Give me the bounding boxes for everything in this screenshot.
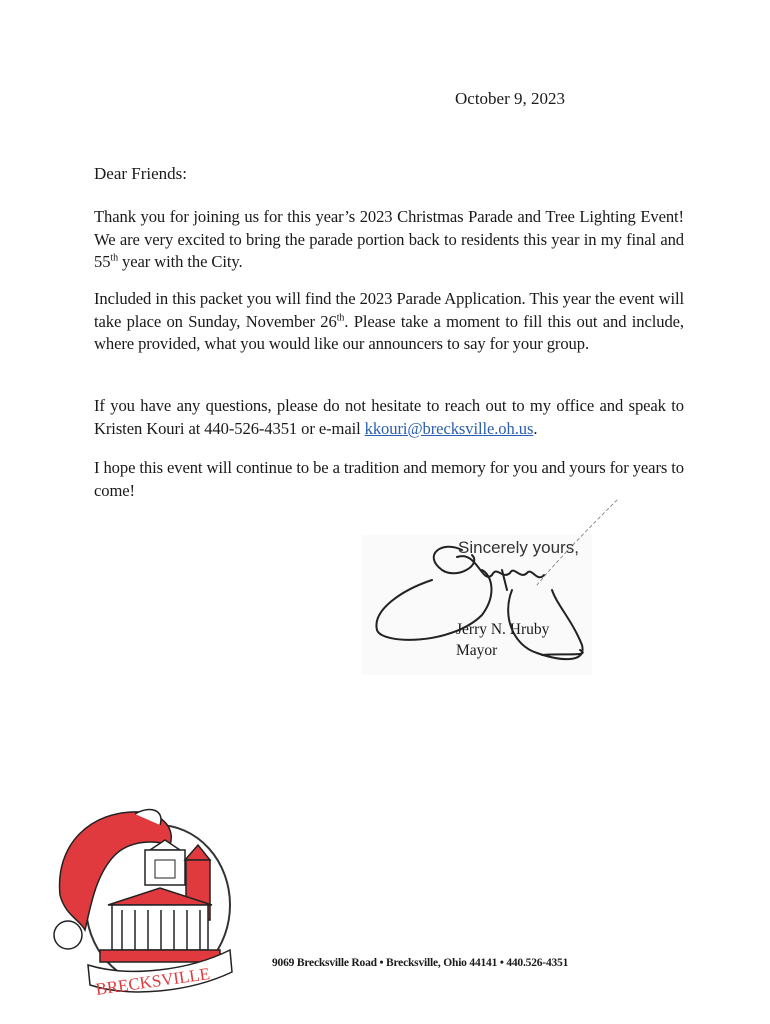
footer-address: 9069 Brecksville Road • Brecksville, Ohio 44141 • 440.526-4351 xyxy=(272,957,569,969)
handwritten-signature-icon xyxy=(362,495,642,685)
salutation: Dear Friends: xyxy=(94,164,188,183)
email-link[interactable]: kkouri@brecksville.oh.us xyxy=(364,418,534,438)
signer-title: Mayor xyxy=(456,642,498,659)
letter-date: October 9, 2023 xyxy=(455,89,566,108)
paragraph-1-text-end: year with the City. xyxy=(118,252,243,271)
paragraph-3 xyxy=(94,395,684,440)
signer-name: Jerry N. Hruby xyxy=(456,621,550,638)
paragraph-2 xyxy=(94,288,684,356)
paragraph-1-text: Thank you for joining us for this year’s 2023 Christmas Parade and Tree Lighting Event! We are very excited to bring the parade portion back to residents this year in my final and 55 xyxy=(94,207,684,271)
superscript-th: th xyxy=(110,252,118,264)
paragraph-3-text: If you have any questions, please do not hesitate to reach out to my office and speak to Kristen Kouri at 440-526-4351 or e-mail xyxy=(94,396,684,438)
superscript-th: th xyxy=(336,311,345,323)
brecksville-logo-icon xyxy=(40,800,245,1000)
paragraph-3-text-end: . xyxy=(533,418,538,438)
paragraph-4: I hope this event will continue to be a tradition and memory for you and yours for years to come! xyxy=(94,458,684,500)
closing-text: Sincerely yours, xyxy=(458,538,579,557)
paragraph-1 xyxy=(94,206,684,274)
paragraph-2-text-end: . Please take a moment to fill this out and include, where provided, what you would like our announcers to say for your group. xyxy=(94,311,684,353)
logo-text: BRECKSVILLE xyxy=(94,964,212,999)
paragraph-2-text: Included in this packet you will find the 2023 Parade Application. This year the event will take place on Sunday, November 26 xyxy=(94,289,684,331)
